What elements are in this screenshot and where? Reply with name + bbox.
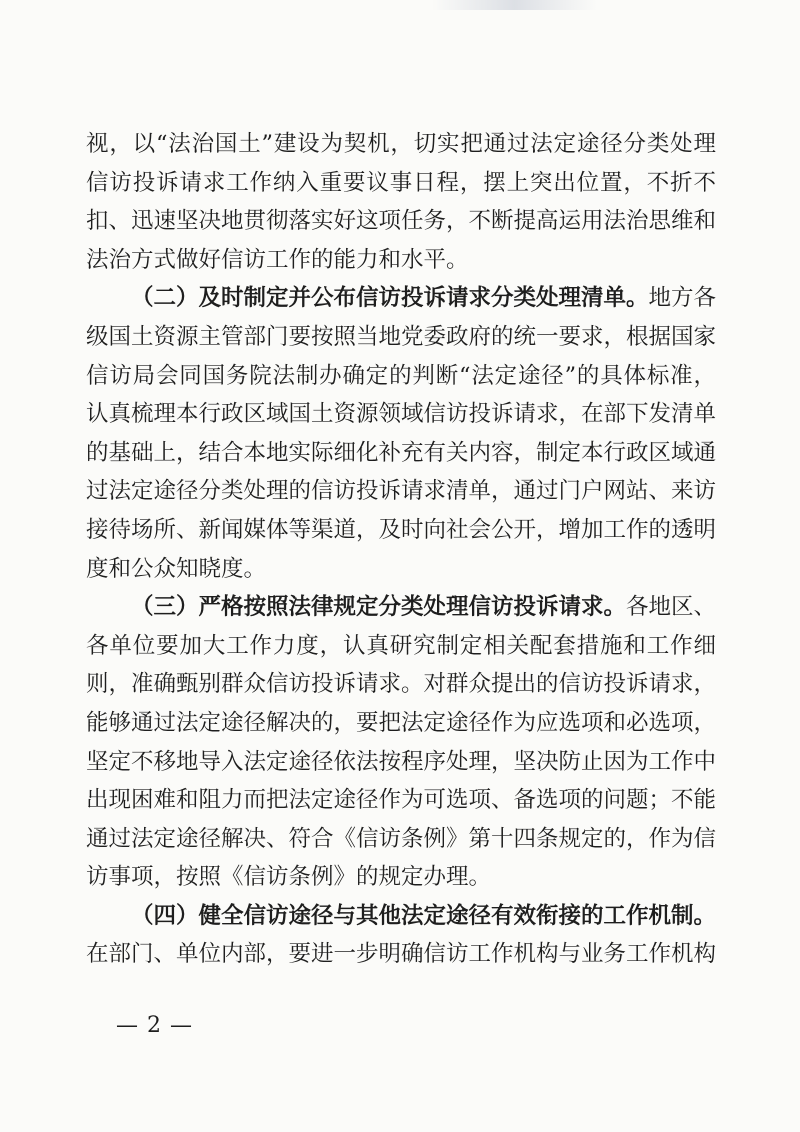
text-line: 接待场所、新闻媒体等渠道，及时向社会公开，增加工作的透明: [86, 516, 717, 543]
text-run: 地方各: [648, 285, 717, 312]
text-line: 通过法定途径解决、符合《信访条例》第十四条规定的，作为信: [86, 825, 717, 852]
text-line: 过法定途径分类处理的信访投诉请求清单，通过门户网站、来访: [86, 478, 717, 505]
text-line: 访事项，按照《信访条例》的规定办理。: [86, 864, 492, 891]
page-number: — 2 —: [116, 1013, 193, 1038]
section-heading-2: （二）及时制定并公布信访投诉请求分类处理清单。: [131, 285, 649, 312]
section-heading-3: （三）严格按照法律规定分类处理信访投诉请求。: [131, 594, 627, 621]
text-line: 各单位要加大工作力度，认真研究制定相关配套措施和工作细: [86, 632, 716, 659]
section-heading-line: [86, 897, 716, 936]
text-line: 在部门、单位内部，要进一步明确信访工作机构与业务工作机构: [86, 941, 717, 968]
text-line: 坚定不移地导入法定途径依法按程序处理，坚决防止因为工作中: [86, 748, 717, 775]
text-line: 级国土资源主管部门要按照当地党委政府的统一要求，根据国家: [86, 323, 717, 350]
text-line: 扣、迅速坚决地贯彻落实好这项任务，不断提高运用法治思维和: [86, 208, 717, 235]
text-run: 各地区、: [626, 594, 717, 621]
text-line: 信访投诉请求工作纳入重要议事日程，摆上突出位置，不折不: [86, 169, 716, 196]
document-body: [86, 125, 716, 974]
section-heading-line: [86, 279, 716, 318]
text-line: 则，准确甄别群众信访投诉请求。对群众提出的信访投诉请求，: [86, 671, 717, 698]
text-line: 法治方式做好信访工作的能力和水平。: [86, 246, 469, 273]
text-line: 认真梳理本行政区域国土资源领域信访投诉请求，在部下发清单: [86, 401, 717, 428]
scan-artifact: [432, 0, 597, 10]
section-heading-4: （四）健全信访途径与其他法定途径有效衔接的工作机制。: [131, 902, 717, 929]
text-line: 信访局会同国务院法制办确定的判断“法定途径”的具体标准，: [86, 362, 716, 389]
text-line: 视，以“法治国土”建设为契机，切实把通过法定途径分类处理: [86, 131, 716, 157]
text-line: 度和公众知晓度。: [86, 555, 267, 582]
text-line: 的基础上，结合本地实际细化补充有关内容，制定本行政区域通: [86, 439, 717, 466]
section-heading-line: [86, 588, 716, 627]
text-line: 出现困难和阻力而把法定途径作为可选项、备选项的问题；不能: [86, 787, 717, 814]
text-line: 能够通过法定途径解决的，要把法定途径作为应选项和必选项，: [86, 709, 717, 736]
